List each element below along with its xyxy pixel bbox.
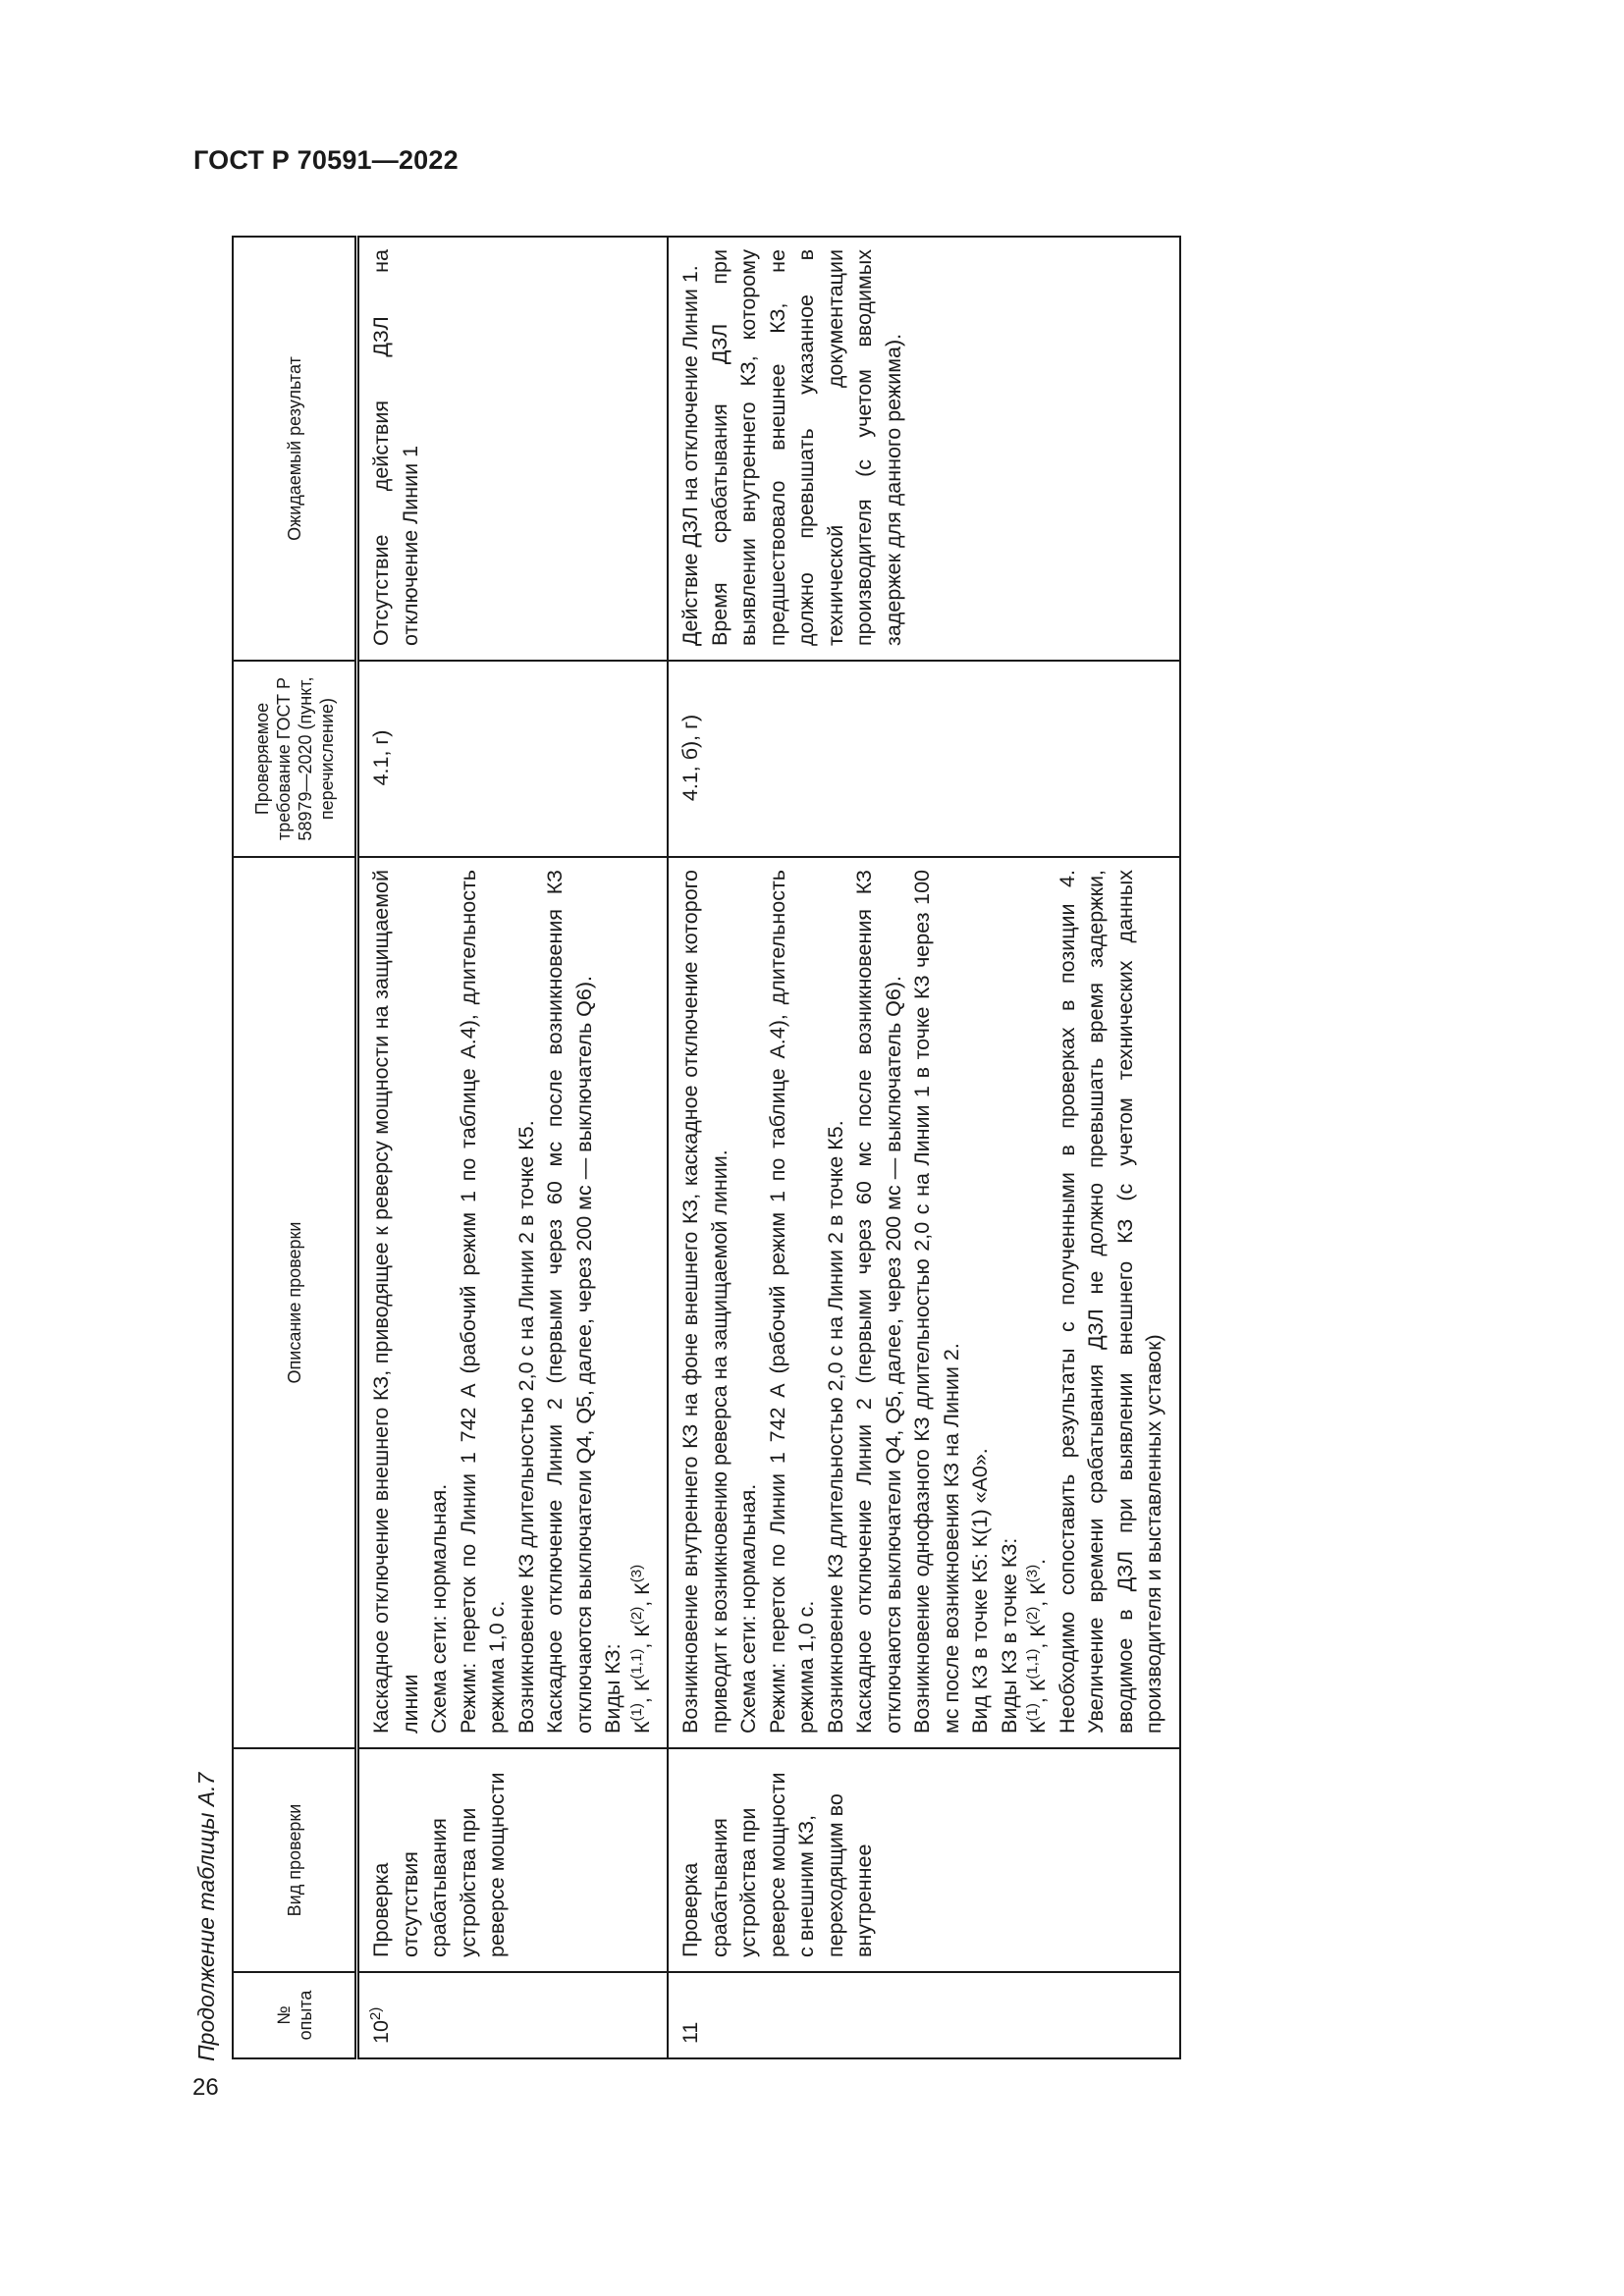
header-test-type: Вид проверки xyxy=(233,1748,357,1972)
test-type-cell: Проверка отсутствия срабатывания устройства при реверсе мощности xyxy=(357,1748,669,1972)
test-number: 10 xyxy=(369,2020,393,2044)
rotated-table-area xyxy=(189,234,1269,2061)
test-description-cell xyxy=(357,857,669,1748)
test-number: 11 xyxy=(678,2021,702,2044)
result-line: Отсутствие действия ДЗЛ на отключение Линии 1 xyxy=(369,249,422,646)
description-line: Возникновение КЗ длительностью 2,0 с на Линии 2 в точке К5. xyxy=(823,1120,847,1734)
header-test-number: № опыта xyxy=(233,1972,357,2058)
description-line: Схема сети: нормальная. xyxy=(427,1483,451,1734)
expected-result-cell xyxy=(668,237,1180,661)
document-title: ГОСТ Р 70591—2022 xyxy=(193,145,459,175)
header-expected-result: Ожидаемый результат xyxy=(233,237,357,661)
requirement-cell: 4.1, г) xyxy=(357,661,669,857)
footnote-marker: 2) xyxy=(366,2006,384,2021)
header-requirement: Проверяемое требование ГОСТ Р 58979—2020 (пункт, перечисление) xyxy=(233,661,357,857)
table-caption: Продолжение таблицы А.7 xyxy=(193,1772,219,2061)
test-table xyxy=(232,236,1181,2059)
table-row xyxy=(357,237,669,2058)
description-line: Возникновение внутреннего КЗ на фоне внешнего КЗ, каскадное отключение которого приводит к возникновению реверса на защищаемой линии. xyxy=(678,870,731,1734)
description-line: Необходимо сопоставить результаты с полученными в проверках в позиции 4. Увеличение времени срабатывания ДЗЛ не должно превышать время задержки, вводимое в ДЗЛ при выявлении внешнего КЗ (с учетом технических данных производителя и выставленных уставок) xyxy=(1055,870,1165,1734)
test-number-cell xyxy=(357,1972,669,2058)
result-line: Действие ДЗЛ на отключение Линии 1. xyxy=(678,265,702,646)
test-description-cell xyxy=(668,857,1180,1748)
description-line: Каскадное отключение внешнего КЗ, приводящее к реверсу мощности на защищаемой линии xyxy=(369,870,422,1734)
description-line: Возникновение КЗ длительностью 2,0 с на Линии 2 в точке К5. xyxy=(514,1120,538,1734)
description-line: Виды КЗ: xyxy=(601,1643,624,1734)
table-header-row xyxy=(233,237,357,2058)
test-type-cell: Проверка срабатывания устройства при реверсе мощности с внешним КЗ, переходящим во внутреннее xyxy=(668,1748,1180,1972)
description-line: Схема сети: нормальная. xyxy=(736,1483,760,1734)
description-line: Каскадное отключение Линии 2 (первыми через 60 мс после возникновения КЗ отключаются выключатели Q4, Q5, далее, через 200 мс — выключатель Q6). xyxy=(852,870,905,1734)
expected-result-cell xyxy=(357,237,669,661)
test-number-cell xyxy=(668,1972,1180,2058)
requirement-cell: 4.1, б), г) xyxy=(668,661,1180,857)
result-line: Время срабатывания ДЗЛ при выявлении внутреннего КЗ, которому предшествовало внешнее КЗ, не должно превышать указанное в технической документации производителя (с учетом вводимых задержек для данного режима). xyxy=(707,249,905,646)
description-line: Вид КЗ в точке К5: К(1) «А0». xyxy=(968,1448,992,1734)
description-line: Виды КЗ в точке К3: xyxy=(997,1537,1021,1734)
description-line: Возникновение однофазного КЗ длительностью 2,0 с на Линии 1 в точке К3 через 100 мс после возникновения КЗ на Линии 2. xyxy=(910,870,963,1734)
description-line: Режим: переток по Линии 1 742 А (рабочий режим 1 по таблице А.4), длительность режима 1,0 с. xyxy=(765,870,818,1734)
fault-types-line: $К^{(1)}$, К$^{(1,1)}$, $К^{(2)}$, $К^{(3)}$. xyxy=(1023,1558,1050,1734)
table-row xyxy=(668,237,1180,2058)
page-number: 26 xyxy=(192,2074,219,2101)
fault-types-line: $К^{(1)}$, К$^{(1,1)}$, $К^{(2)}$, $К^{(3)}$ xyxy=(627,1564,654,1734)
description-line: Каскадное отключение Линии 2 (первыми через 60 мс после возникновения КЗ отключаются выключатели Q4, Q5, далее, через 200 мс — выключатель Q6). xyxy=(543,870,596,1734)
description-line: Режим: переток по Линии 1 742 А (рабочий режим 1 по таблице А.4), длительность режима 1,0 с. xyxy=(456,870,509,1734)
header-test-description: Описание проверки xyxy=(233,857,357,1748)
